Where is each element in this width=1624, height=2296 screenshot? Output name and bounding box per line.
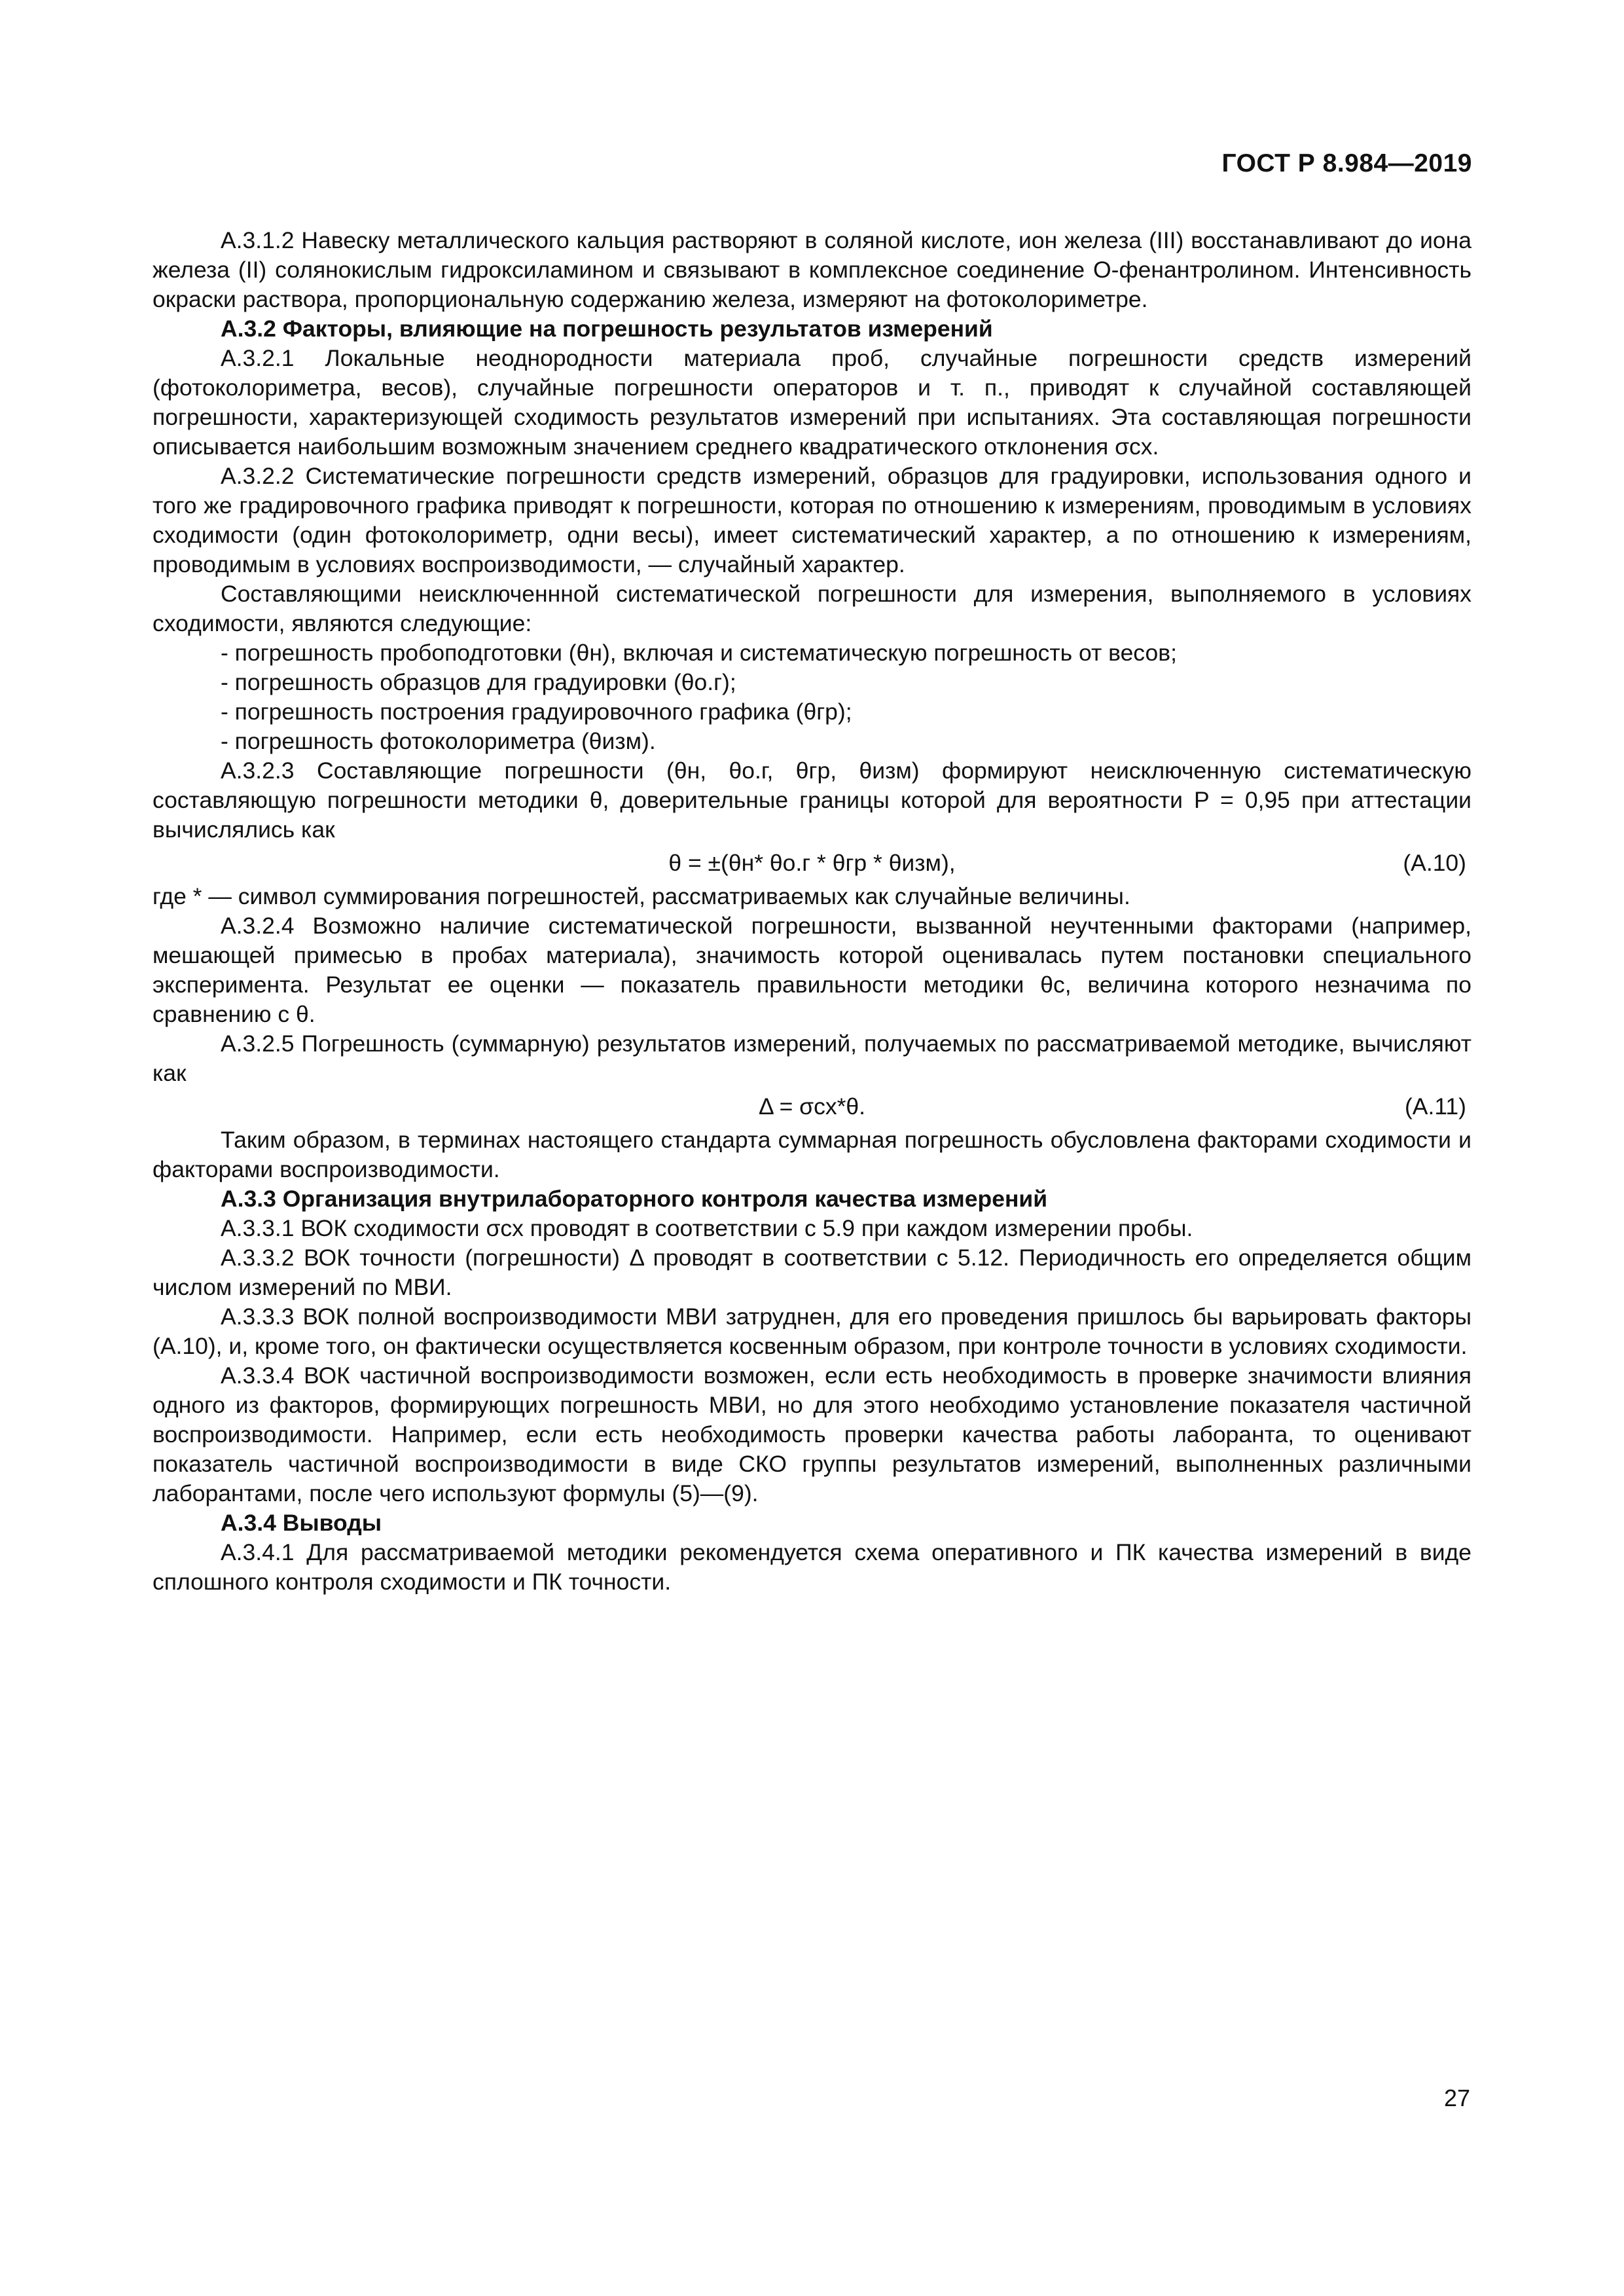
formula-number: (А.11): [1404, 1093, 1466, 1120]
paragraph-a312: А.3.1.2 Навеску металлического кальция растворяют в соляной кислоте, ион железа (III) восстанавливают до иона железа (II) солянокислым гидроксиламином и связывают в комплексное соединение О-фенантролином. Интенсивность окраски раствора, пропорциональную содержанию железа, измеряют на фотоколориметре.: [153, 227, 1471, 312]
list-item: - погрешность построения градуировочного графика (θгр);: [221, 699, 852, 725]
page-number: 27: [1443, 2085, 1470, 2111]
formula-a11: [153, 1091, 1471, 1123]
paragraph-a334: А.3.3.4 ВОК частичной воспроизводимости возможен, если есть необходимость в проверке значимости влияния одного из факторов, формирующих погрешность МВИ, но для этого необходимо установление показателя частичной воспроизводимости. Например, если есть необходимость проверки качества работы лаборанта, то оценивают показатель частичной воспроизводимости в виде СКО группы результатов измерений, выполненных различными лаборантами, после чего используют формулы (5)—(9).: [153, 1362, 1471, 1506]
formula-expression: θ = ±(θн* θо.г * θгр * θизм),: [668, 850, 956, 876]
heading-a34: А.3.4 Выводы: [221, 1510, 382, 1536]
paragraph-a321: А.3.2.1 Локальные неоднородности материала проб, случайные погрешности средств измерений (фотоколориметра, весов), случайные погрешности операторов и т. п., приводят к случайной составляющей погрешности, характеризующей сходимость результатов измерений при испытаниях. Эта составляющая погрешности описывается наибольшим возможным значением среднего квадратического отклонения σсх.: [153, 345, 1471, 460]
paragraph-a341: А.3.4.1 Для рассматриваемой методики рекомендуется схема оперативного и ПК качества измерений в виде сплошного контроля сходимости и ПК точности.: [153, 1539, 1471, 1595]
heading-a32: А.3.2 Факторы, влияющие на погрешность результатов измерений: [221, 316, 993, 342]
formula-number: (А.10): [1403, 850, 1466, 876]
document-id: ГОСТ Р 8.984—2019: [1221, 149, 1472, 177]
paragraph-a322: А.3.2.2 Систематические погрешности средств измерений, образцов для градуировки, использования одного и того же градировочного графика приводят к погрешности, которая по отношению к измерениям, проводимым в условиях сходимости (один фотоколориметр, одни весы), имеет систематический характер, а по отношению к измерениям, проводимым в условиях воспроизводимости, — случайный характер.: [153, 463, 1471, 577]
paragraph-a323: А.3.2.3 Составляющие погрешности (θн, θо.г, θгр, θизм) формируют неисключенную систематическую составляющую погрешности методики θ, доверительные границы которой для вероятности P = 0,95 при аттестации вычислялись как: [153, 757, 1471, 843]
paragraph-components-intro: Составляющими неисключеннной систематической погрешности для измерения, выполняемого в условиях сходимости, являются следующие:: [153, 581, 1471, 636]
list-item: - погрешность фотоколориметра (θизм).: [221, 728, 656, 754]
page-body: [153, 226, 1471, 1597]
paragraph-a331: А.3.3.1 ВОК сходимости σсх проводят в соответствии с 5.9 при каждом измерении пробы.: [221, 1215, 1193, 1241]
heading-a33: А.3.3 Организация внутрилабораторного контроля качества измерений: [221, 1186, 1048, 1212]
paragraph-summary: Таким образом, в терминах настоящего стандарта суммарная погрешность обусловлена факторами сходимости и факторами воспроизводимости.: [153, 1127, 1471, 1182]
paragraph-a333: А.3.3.3 ВОК полной воспроизводимости МВИ затруднен, для его проведения пришлось бы варьировать факторы (А.10), и, кроме того, он фактически осуществляется косвенным образом, при контроле точности в условиях сходимости.: [153, 1303, 1471, 1359]
paragraph-a324: А.3.2.4 Возможно наличие систематической погрешности, вызванной неучтенными факторами (например, мешающей примесью в пробах материала), значимость которой оценивалась путем постановки специального эксперимента. Результат ее оценки — показатель правильности методики θс, величина которого незначима по сравнению с θ.: [153, 913, 1471, 1027]
paragraph-where: где * — символ суммирования погрешностей, рассматриваемых как случайные величины.: [153, 883, 1130, 909]
paragraph-a332: А.3.3.2 ВОК точности (погрешности) Δ проводят в соответствии с 5.12. Периодичность его определяется общим числом измерений по МВИ.: [153, 1245, 1471, 1300]
formula-expression: Δ = σсх*θ.: [758, 1093, 866, 1120]
list-item: - погрешность образцов для градуировки (θо.г);: [221, 669, 736, 695]
list-item: - погрешность пробоподготовки (θн), включая и систематическую погрешность от весов;: [221, 640, 1177, 666]
formula-a10: [153, 847, 1471, 879]
paragraph-a325: А.3.2.5 Погрешность (суммарную) результатов измерений, получаемых по рассматриваемой методике, вычисляют как: [153, 1030, 1471, 1086]
